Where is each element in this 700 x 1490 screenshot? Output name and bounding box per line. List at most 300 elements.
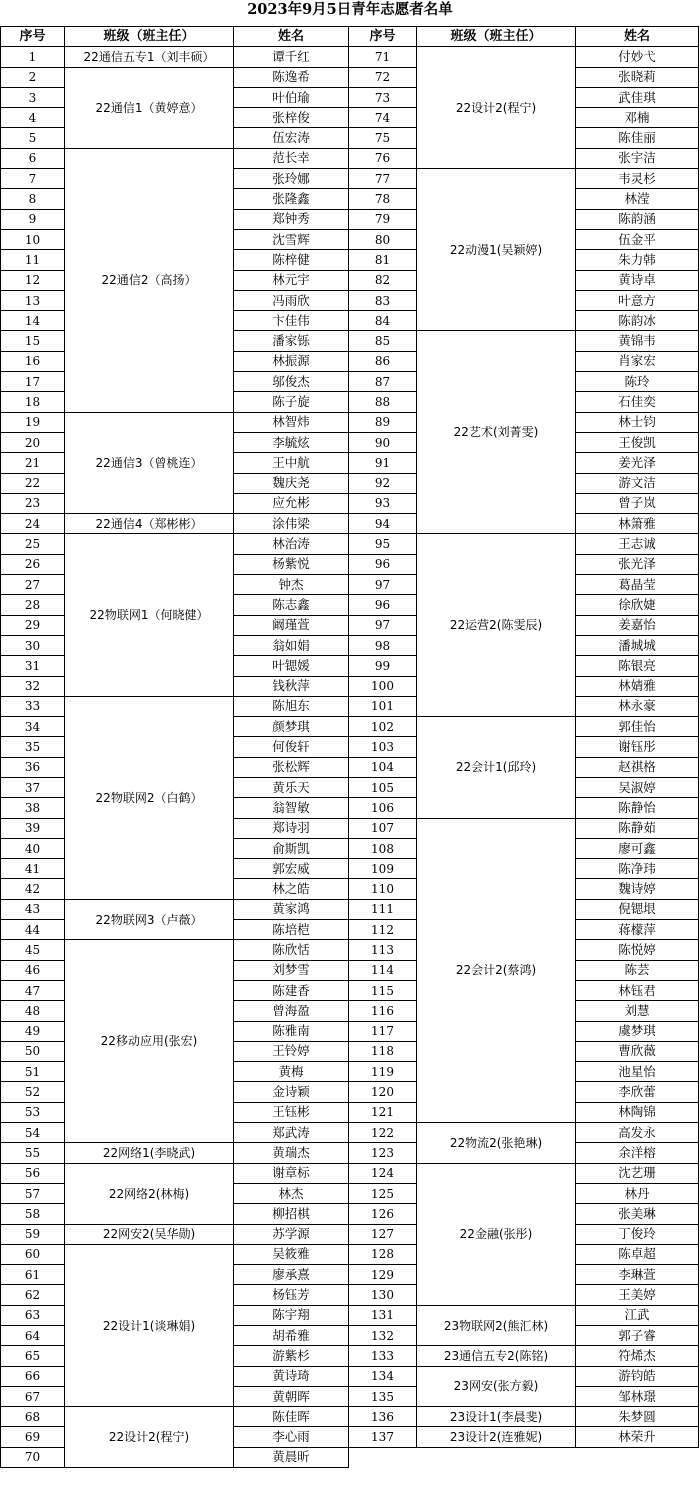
student-name: 潘城城 — [576, 635, 699, 655]
table-row — [1, 940, 699, 960]
class-cell: 22通信4（郑彬彬） — [65, 514, 234, 534]
volunteer-table — [0, 26, 699, 1468]
serial-no: 6 — [1, 148, 65, 168]
student-name: 林士钧 — [576, 412, 699, 432]
table-row — [1, 47, 699, 67]
serial-no: 101 — [349, 696, 417, 716]
serial-no: 65 — [1, 1346, 65, 1366]
serial-no: 52 — [1, 1082, 65, 1102]
class-cell: 22会计2(蔡鸿) — [417, 818, 576, 1122]
table-row — [1, 1224, 699, 1244]
student-name: 涂伟梁 — [234, 514, 349, 534]
class-cell: 22通信3（曾桃连） — [65, 412, 234, 513]
student-name: 王钰彬 — [234, 1102, 349, 1122]
class-cell: 23设计2(连雅妮) — [417, 1427, 576, 1447]
serial-no: 104 — [349, 757, 417, 777]
student-name: 钟杰 — [234, 575, 349, 595]
class-cell: 23通信五专2(陈铭) — [417, 1346, 576, 1366]
student-name: 林钰君 — [576, 980, 699, 1000]
serial-no: 76 — [349, 148, 417, 168]
student-name: 朱梦圆 — [576, 1407, 699, 1427]
class-cell: 22艺术(刘菁雯) — [417, 331, 576, 534]
serial-no: 112 — [349, 920, 417, 940]
class-cell: 22物流2(张艳琳) — [417, 1123, 576, 1164]
serial-no: 67 — [1, 1386, 65, 1406]
student-name: 陈银亮 — [576, 656, 699, 676]
student-name: 魏庆尧 — [234, 473, 349, 493]
student-name: 杨紫悦 — [234, 554, 349, 574]
class-cell: 22动漫1(吴颖婷) — [417, 169, 576, 331]
student-name: 林婧雅 — [576, 676, 699, 696]
serial-no: 29 — [1, 615, 65, 635]
student-name: 林杰 — [234, 1183, 349, 1203]
serial-no: 32 — [1, 676, 65, 696]
serial-no: 89 — [349, 412, 417, 432]
serial-no: 45 — [1, 940, 65, 960]
student-name: 黄诗琦 — [234, 1366, 349, 1386]
student-name: 黄诗卓 — [576, 270, 699, 290]
serial-no: 33 — [1, 696, 65, 716]
student-name: 谢章标 — [234, 1163, 349, 1183]
student-name: 陈静怡 — [576, 798, 699, 818]
student-name: 黄乐天 — [234, 777, 349, 797]
student-name: 沈艺珊 — [576, 1163, 699, 1183]
serial-no: 63 — [1, 1305, 65, 1325]
serial-no: 48 — [1, 1001, 65, 1021]
student-name: 陈逸希 — [234, 67, 349, 87]
serial-no: 49 — [1, 1021, 65, 1041]
student-name: 林智炜 — [234, 412, 349, 432]
student-name: 黄锦韦 — [576, 331, 699, 351]
student-name: 李毓炫 — [234, 432, 349, 452]
serial-no: 26 — [1, 554, 65, 574]
serial-no: 72 — [349, 67, 417, 87]
serial-no: 73 — [349, 87, 417, 107]
serial-no: 12 — [1, 270, 65, 290]
serial-no: 92 — [349, 473, 417, 493]
serial-no: 125 — [349, 1183, 417, 1203]
serial-no: 40 — [1, 838, 65, 858]
serial-no: 86 — [349, 351, 417, 371]
serial-no: 44 — [1, 920, 65, 940]
serial-no: 117 — [349, 1021, 417, 1041]
table-row — [1, 1244, 699, 1264]
header-class-left: 班级（班主任） — [65, 27, 234, 47]
serial-no: 128 — [349, 1244, 417, 1264]
student-name: 陈芸 — [576, 960, 699, 980]
student-name: 王俊凯 — [576, 432, 699, 452]
serial-no: 123 — [349, 1143, 417, 1163]
student-name: 郑钟秀 — [234, 209, 349, 229]
class-cell: 22网安2(吴华勋) — [65, 1224, 234, 1244]
student-name: 张光泽 — [576, 554, 699, 574]
serial-no: 53 — [1, 1102, 65, 1122]
serial-no: 102 — [349, 717, 417, 737]
serial-no: 36 — [1, 757, 65, 777]
student-name: 张梓俊 — [234, 108, 349, 128]
table-row — [1, 1163, 699, 1183]
student-name: 应允彬 — [234, 493, 349, 513]
student-name: 陈子旋 — [234, 392, 349, 412]
student-name: 陈旭东 — [234, 696, 349, 716]
page-title: 2023年9月5日青年志愿者名单 — [247, 1, 453, 18]
class-cell: 22通信五专1（刘丰硕） — [65, 47, 234, 67]
header-row — [1, 27, 699, 47]
serial-no: 84 — [349, 311, 417, 331]
serial-no: 57 — [1, 1183, 65, 1203]
student-name: 卞佳伟 — [234, 311, 349, 331]
serial-no: 113 — [349, 940, 417, 960]
student-name: 杨钰芳 — [234, 1285, 349, 1305]
student-name: 武佳琪 — [576, 87, 699, 107]
serial-no: 95 — [349, 534, 417, 554]
student-name: 陈净玮 — [576, 859, 699, 879]
student-name: 王志诚 — [576, 534, 699, 554]
student-name: 范长幸 — [234, 148, 349, 168]
student-name: 冯雨欣 — [234, 290, 349, 310]
student-name: 黄瑞杰 — [234, 1143, 349, 1163]
class-cell: 22设计2(程宁) — [65, 1407, 234, 1468]
serial-no: 7 — [1, 169, 65, 189]
student-name: 张玲娜 — [234, 169, 349, 189]
serial-no: 34 — [1, 717, 65, 737]
student-name: 张松辉 — [234, 757, 349, 777]
student-name: 陈佳晖 — [234, 1407, 349, 1427]
serial-no: 5 — [1, 128, 65, 148]
serial-no: 60 — [1, 1244, 65, 1264]
student-name: 朱力韩 — [576, 250, 699, 270]
serial-no: 46 — [1, 960, 65, 980]
student-name: 叶伯瑜 — [234, 87, 349, 107]
student-name: 张美琳 — [576, 1204, 699, 1224]
student-name: 王中航 — [234, 453, 349, 473]
serial-no: 90 — [349, 432, 417, 452]
serial-no: 59 — [1, 1224, 65, 1244]
serial-no: 71 — [349, 47, 417, 67]
serial-no: 116 — [349, 1001, 417, 1021]
serial-no: 62 — [1, 1285, 65, 1305]
student-name: 石佳奕 — [576, 392, 699, 412]
student-name: 颜梦琪 — [234, 717, 349, 737]
serial-no: 96 — [349, 595, 417, 615]
student-name: 王美婷 — [576, 1285, 699, 1305]
student-name: 曹欣薇 — [576, 1041, 699, 1061]
serial-no: 18 — [1, 392, 65, 412]
serial-no: 15 — [1, 331, 65, 351]
student-name: 陈欣恬 — [234, 940, 349, 960]
serial-no: 82 — [349, 270, 417, 290]
student-name: 曾子岚 — [576, 493, 699, 513]
class-cell: 22网络1(李晓武) — [65, 1143, 234, 1163]
class-cell: 22运营2(陈雯辰) — [417, 534, 576, 717]
serial-no: 24 — [1, 514, 65, 534]
serial-no: 3 — [1, 87, 65, 107]
class-cell: 22物联网2（白鹤） — [65, 696, 234, 899]
serial-no: 22 — [1, 473, 65, 493]
serial-no: 98 — [349, 635, 417, 655]
serial-no: 108 — [349, 838, 417, 858]
serial-no: 130 — [349, 1285, 417, 1305]
serial-no: 105 — [349, 777, 417, 797]
serial-no: 88 — [349, 392, 417, 412]
serial-no: 20 — [1, 432, 65, 452]
serial-no: 93 — [349, 493, 417, 513]
student-name: 姜光泽 — [576, 453, 699, 473]
table-row — [1, 696, 699, 716]
serial-no: 106 — [349, 798, 417, 818]
student-name: 何俊轩 — [234, 737, 349, 757]
student-name: 游文洁 — [576, 473, 699, 493]
student-name: 陈卓超 — [576, 1244, 699, 1264]
serial-no: 118 — [349, 1041, 417, 1061]
serial-no: 61 — [1, 1265, 65, 1285]
student-name: 邓楠 — [576, 108, 699, 128]
serial-no: 81 — [349, 250, 417, 270]
student-name: 林振源 — [234, 351, 349, 371]
student-name: 苏学源 — [234, 1224, 349, 1244]
student-name: 虞梦琪 — [576, 1021, 699, 1041]
student-name: 游紫杉 — [234, 1346, 349, 1366]
student-name: 金诗颖 — [234, 1082, 349, 1102]
student-name: 郑武涛 — [234, 1123, 349, 1143]
student-name: 吴淑婷 — [576, 777, 699, 797]
serial-no: 9 — [1, 209, 65, 229]
serial-no: 135 — [349, 1386, 417, 1406]
student-name: 林治涛 — [234, 534, 349, 554]
serial-no: 121 — [349, 1102, 417, 1122]
class-cell: 22设计1(谈琳娟) — [65, 1244, 234, 1406]
student-name: 高发永 — [576, 1123, 699, 1143]
serial-no: 114 — [349, 960, 417, 980]
serial-no: 28 — [1, 595, 65, 615]
student-name: 林元宇 — [234, 270, 349, 290]
serial-no: 11 — [1, 250, 65, 270]
serial-no: 56 — [1, 1163, 65, 1183]
table-row — [1, 1407, 699, 1427]
student-name: 林永豪 — [576, 696, 699, 716]
header-class-right: 班级（班主任） — [417, 27, 576, 47]
student-name: 倪锶垠 — [576, 899, 699, 919]
student-name: 郑诗羽 — [234, 818, 349, 838]
serial-no: 107 — [349, 818, 417, 838]
serial-no: 30 — [1, 635, 65, 655]
serial-no: 83 — [349, 290, 417, 310]
header-no-left: 序号 — [1, 27, 65, 47]
student-name: 韦灵杉 — [576, 169, 699, 189]
student-name: 邹林璟 — [576, 1386, 699, 1406]
serial-no: 38 — [1, 798, 65, 818]
serial-no: 127 — [349, 1224, 417, 1244]
serial-no: 77 — [349, 169, 417, 189]
serial-no: 99 — [349, 656, 417, 676]
student-name: 陈梓健 — [234, 250, 349, 270]
student-name: 陈建香 — [234, 980, 349, 1000]
student-name: 谭千红 — [234, 47, 349, 67]
class-cell: 22金融(张彤) — [417, 1163, 576, 1305]
table-row — [1, 412, 699, 432]
class-cell: 22物联网3（卢薇） — [65, 899, 234, 940]
serial-no: 126 — [349, 1204, 417, 1224]
serial-no: 43 — [1, 899, 65, 919]
header-name-left: 姓名 — [234, 27, 349, 47]
class-cell: 22网络2(林梅) — [65, 1163, 234, 1224]
student-name: 林陶锦 — [576, 1102, 699, 1122]
serial-no: 35 — [1, 737, 65, 757]
student-name: 郭子睿 — [576, 1326, 699, 1346]
student-name: 叶意方 — [576, 290, 699, 310]
class-cell: 22设计2(程宁) — [417, 47, 576, 169]
student-name: 张隆鑫 — [234, 189, 349, 209]
serial-no: 69 — [1, 1427, 65, 1447]
serial-no: 103 — [349, 737, 417, 757]
serial-no: 23 — [1, 493, 65, 513]
serial-no: 75 — [349, 128, 417, 148]
student-name: 赵祺格 — [576, 757, 699, 777]
serial-no: 1 — [1, 47, 65, 67]
serial-no: 70 — [1, 1447, 65, 1467]
student-name: 陈志鑫 — [234, 595, 349, 615]
serial-no: 31 — [1, 656, 65, 676]
student-name: 陈佳丽 — [576, 128, 699, 148]
serial-no: 111 — [349, 899, 417, 919]
student-name: 曾海盈 — [234, 1001, 349, 1021]
table-row — [1, 148, 699, 168]
student-name: 黄家鸿 — [234, 899, 349, 919]
serial-no: 80 — [349, 229, 417, 249]
serial-no: 124 — [349, 1163, 417, 1183]
serial-no: 97 — [349, 575, 417, 595]
student-name: 池星怡 — [576, 1062, 699, 1082]
student-name: 阚瑾萱 — [234, 615, 349, 635]
serial-no: 58 — [1, 1204, 65, 1224]
serial-no: 21 — [1, 453, 65, 473]
student-name: 翁如娟 — [234, 635, 349, 655]
serial-no: 47 — [1, 980, 65, 1000]
student-name: 钱秋萍 — [234, 676, 349, 696]
serial-no: 50 — [1, 1041, 65, 1061]
serial-no: 14 — [1, 311, 65, 331]
header-name-right: 姓名 — [576, 27, 699, 47]
student-name: 陈培桤 — [234, 920, 349, 940]
student-name: 张晓莉 — [576, 67, 699, 87]
student-name: 伍宏涛 — [234, 128, 349, 148]
serial-no: 129 — [349, 1265, 417, 1285]
student-name: 谢钰彤 — [576, 737, 699, 757]
serial-no: 91 — [349, 453, 417, 473]
table-body — [1, 47, 699, 1468]
serial-no: 16 — [1, 351, 65, 371]
student-name: 陈宇翔 — [234, 1305, 349, 1325]
student-name: 李琳萱 — [576, 1265, 699, 1285]
student-name: 陈韵冰 — [576, 311, 699, 331]
class-cell: 22通信2（高扬） — [65, 148, 234, 412]
student-name: 付妙弋 — [576, 47, 699, 67]
serial-no: 136 — [349, 1407, 417, 1427]
student-name: 符烯杰 — [576, 1346, 699, 1366]
serial-no: 8 — [1, 189, 65, 209]
serial-no: 109 — [349, 859, 417, 879]
student-name: 林滢 — [576, 189, 699, 209]
table-row — [1, 534, 699, 554]
class-cell: 22通信1（黄婷意） — [65, 67, 234, 148]
student-name: 林荣升 — [576, 1427, 699, 1447]
serial-no: 94 — [349, 514, 417, 534]
serial-no: 137 — [349, 1427, 417, 1447]
student-name: 陈悦婷 — [576, 940, 699, 960]
student-name: 徐欣婕 — [576, 595, 699, 615]
serial-no: 97 — [349, 615, 417, 635]
student-name: 丁俊玲 — [576, 1224, 699, 1244]
serial-no: 79 — [349, 209, 417, 229]
serial-no: 120 — [349, 1082, 417, 1102]
student-name: 胡希雅 — [234, 1326, 349, 1346]
serial-no: 66 — [1, 1366, 65, 1386]
student-name: 林丹 — [576, 1183, 699, 1203]
table-row — [1, 899, 699, 919]
serial-no: 64 — [1, 1326, 65, 1346]
student-name: 张宇洁 — [576, 148, 699, 168]
serial-no: 13 — [1, 290, 65, 310]
serial-no: 131 — [349, 1305, 417, 1325]
serial-no: 132 — [349, 1326, 417, 1346]
serial-no: 25 — [1, 534, 65, 554]
serial-no: 134 — [349, 1366, 417, 1386]
serial-no: 133 — [349, 1346, 417, 1366]
table-row — [1, 514, 699, 534]
serial-no: 19 — [1, 412, 65, 432]
serial-no: 51 — [1, 1062, 65, 1082]
student-name: 林之皓 — [234, 879, 349, 899]
student-name: 陈静茹 — [576, 818, 699, 838]
student-name: 姜嘉怡 — [576, 615, 699, 635]
student-name: 陈雅南 — [234, 1021, 349, 1041]
serial-no: 122 — [349, 1123, 417, 1143]
student-name: 潘家铄 — [234, 331, 349, 351]
header-no-right: 序号 — [349, 27, 417, 47]
student-name: 陈韵涵 — [576, 209, 699, 229]
table-row — [1, 67, 699, 87]
serial-no: 115 — [349, 980, 417, 1000]
student-name: 廖承熹 — [234, 1265, 349, 1285]
class-cell: 22移动应用(张宏) — [65, 940, 234, 1143]
student-name: 叶锶媛 — [234, 656, 349, 676]
student-name: 蒋檬萍 — [576, 920, 699, 940]
class-cell: 23设计1(李晨斐) — [417, 1407, 576, 1427]
student-name: 吴筱雅 — [234, 1244, 349, 1264]
serial-no: 74 — [349, 108, 417, 128]
student-name: 葛晶莹 — [576, 575, 699, 595]
student-name: 俞斯凯 — [234, 838, 349, 858]
serial-no: 119 — [349, 1062, 417, 1082]
student-name: 沈雪辉 — [234, 229, 349, 249]
student-name: 江武 — [576, 1305, 699, 1325]
serial-no: 17 — [1, 372, 65, 392]
serial-no: 110 — [349, 879, 417, 899]
student-name: 林箫雅 — [576, 514, 699, 534]
class-cell: 22会计1(邱玲) — [417, 717, 576, 818]
student-name: 黄晨昕 — [234, 1447, 349, 1467]
class-cell: 23网安(张方毅) — [417, 1366, 576, 1407]
student-name: 黄梅 — [234, 1062, 349, 1082]
student-name: 黄朝晖 — [234, 1386, 349, 1406]
serial-no: 54 — [1, 1123, 65, 1143]
empty-cell — [349, 1447, 699, 1467]
serial-no: 4 — [1, 108, 65, 128]
student-name: 郭佳怡 — [576, 717, 699, 737]
serial-no: 55 — [1, 1143, 65, 1163]
serial-no: 100 — [349, 676, 417, 696]
student-name: 刘梦雪 — [234, 960, 349, 980]
